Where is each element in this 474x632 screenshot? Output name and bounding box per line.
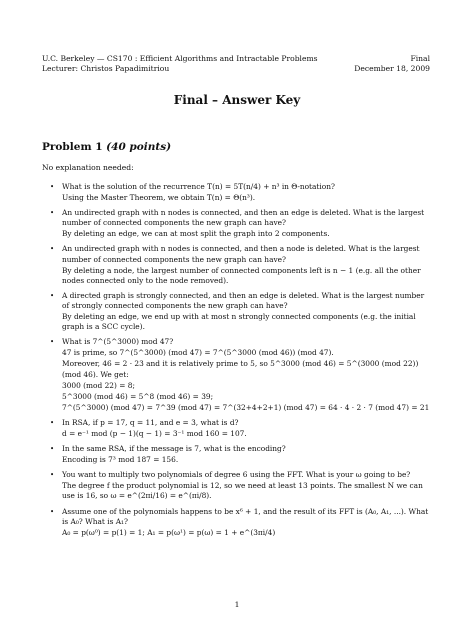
header-left xyxy=(42,54,318,74)
question-text: A directed graph is strongly connected, and then an edge is deleted. What is the largest number of strongly connected components the new graph can have? xyxy=(62,290,425,310)
question-item xyxy=(42,182,432,203)
question-text: What is 7^(5^3000) mod 47? xyxy=(62,337,174,347)
answer-text: Moreover, 46 = 2 · 23 and it is relatively prime to 5, so 5^3000 (mod 46) = 5^(3000 (mod 22)) (mod 46). We get: xyxy=(62,359,419,379)
question-item xyxy=(42,291,432,332)
question-item xyxy=(42,244,432,285)
question-text: An undirected graph with n nodes is connected, and then a node is deleted. What is the largest number of connected components the new graph can have? xyxy=(62,244,420,264)
answer-text: By deleting an edge, we end up with at most n strongly connected components (e.g. the initial graph is a SCC cycle). xyxy=(62,312,416,332)
answer-text: By deleting an edge, we can at most split the graph into 2 components. xyxy=(62,229,330,239)
question-item xyxy=(42,507,432,538)
bullet-icon: • xyxy=(50,291,55,300)
intro-text: No explanation needed: xyxy=(42,163,134,172)
question-item xyxy=(42,337,432,413)
answer-text: d = e⁻¹ mod (p − 1)(q − 1) = 3⁻¹ mod 160 = 107. xyxy=(62,428,247,438)
header-right xyxy=(354,54,430,74)
question-text: Assume one of the polynomials happens to be x⁶ + 1, and the result of its FFT is (A₀, A₁, ...). What is A₀? What is A₁? xyxy=(62,506,429,526)
answer-text: 7^(5^3000) (mod 47) = 7^39 (mod 47) = 7^(32+4+2+1) (mod 47) = 64 · 4 · 2 · 7 (mod 47) = 21 xyxy=(62,402,430,412)
question-item xyxy=(42,444,432,465)
question-text: In RSA, if p = 17, q = 11, and e = 3, what is d? xyxy=(62,417,239,427)
problem-points: (40 points) xyxy=(106,141,172,153)
course-line: U.C. Berkeley — CS170 : Efficient Algorithms and Intractable Problems xyxy=(42,54,318,63)
bullet-icon: • xyxy=(50,183,55,191)
question-text: What is the solution of the recurrence T(n) = 5T(n/4) + n³ in Θ-notation? xyxy=(62,182,335,191)
question-item xyxy=(42,470,432,501)
problem-heading xyxy=(42,141,171,153)
question-text: You want to multiply two polynomials of degree 6 using the FFT. What is your ω going to be? xyxy=(62,470,411,480)
bullet-icon: • xyxy=(50,338,55,347)
bullet-icon: • xyxy=(50,245,55,254)
answer-text: 3000 (mod 22) = 8; xyxy=(62,380,135,390)
question-text: An undirected graph with n nodes is connected, and then an edge is deleted. What is the largest number of connected components the new graph can have? xyxy=(62,208,425,228)
bullet-icon: • xyxy=(50,209,55,218)
answer-text: A₀ = p(ω⁰) = p(1) = 1; A₁ = p(ω¹) = p(ω) = 1 + e^(3πi/4) xyxy=(62,527,276,537)
question-item xyxy=(42,208,432,239)
answer-text: 5^3000 (mod 46) = 5^8 (mod 46) = 39; xyxy=(62,391,214,401)
answer-text: Encoding is 7³ mod 187 = 156. xyxy=(62,455,179,465)
bullet-icon: • xyxy=(50,507,55,516)
page-number: 1 xyxy=(234,600,240,609)
question-text: In the same RSA, if the message is 7, what is the encoding? xyxy=(62,444,286,454)
page-title: Final – Answer Key xyxy=(173,93,301,107)
lecturer-line: Lecturer: Christos Papadimitriou xyxy=(42,64,170,73)
answer-text: By deleting a node, the largest number of connected components left is n − 1 (e.g. all the other nodes connected only to the node removed). xyxy=(62,265,421,285)
exam-name: Final xyxy=(410,54,430,63)
bullet-icon: • xyxy=(50,471,55,480)
bullet-icon: • xyxy=(50,418,55,427)
answer-text: The degree f the product polynomial is 12, so we need at least 13 points. The smallest N we can use is 16, so ω = e^(2πi/16) = e^(πi/8). xyxy=(62,481,423,501)
question-item xyxy=(42,418,432,439)
answer-text: 47 is prime, so 7^(5^3000) (mod 47) = 7^(5^3000 (mod 46)) (mod 47). xyxy=(62,348,334,358)
exam-date: December 18, 2009 xyxy=(354,64,430,73)
answer-text: Using the Master Theorem, we obtain T(n) = Θ(n³). xyxy=(62,193,256,203)
question-list xyxy=(42,182,432,543)
problem-label: Problem 1 xyxy=(42,141,103,153)
bullet-icon: • xyxy=(50,445,55,454)
